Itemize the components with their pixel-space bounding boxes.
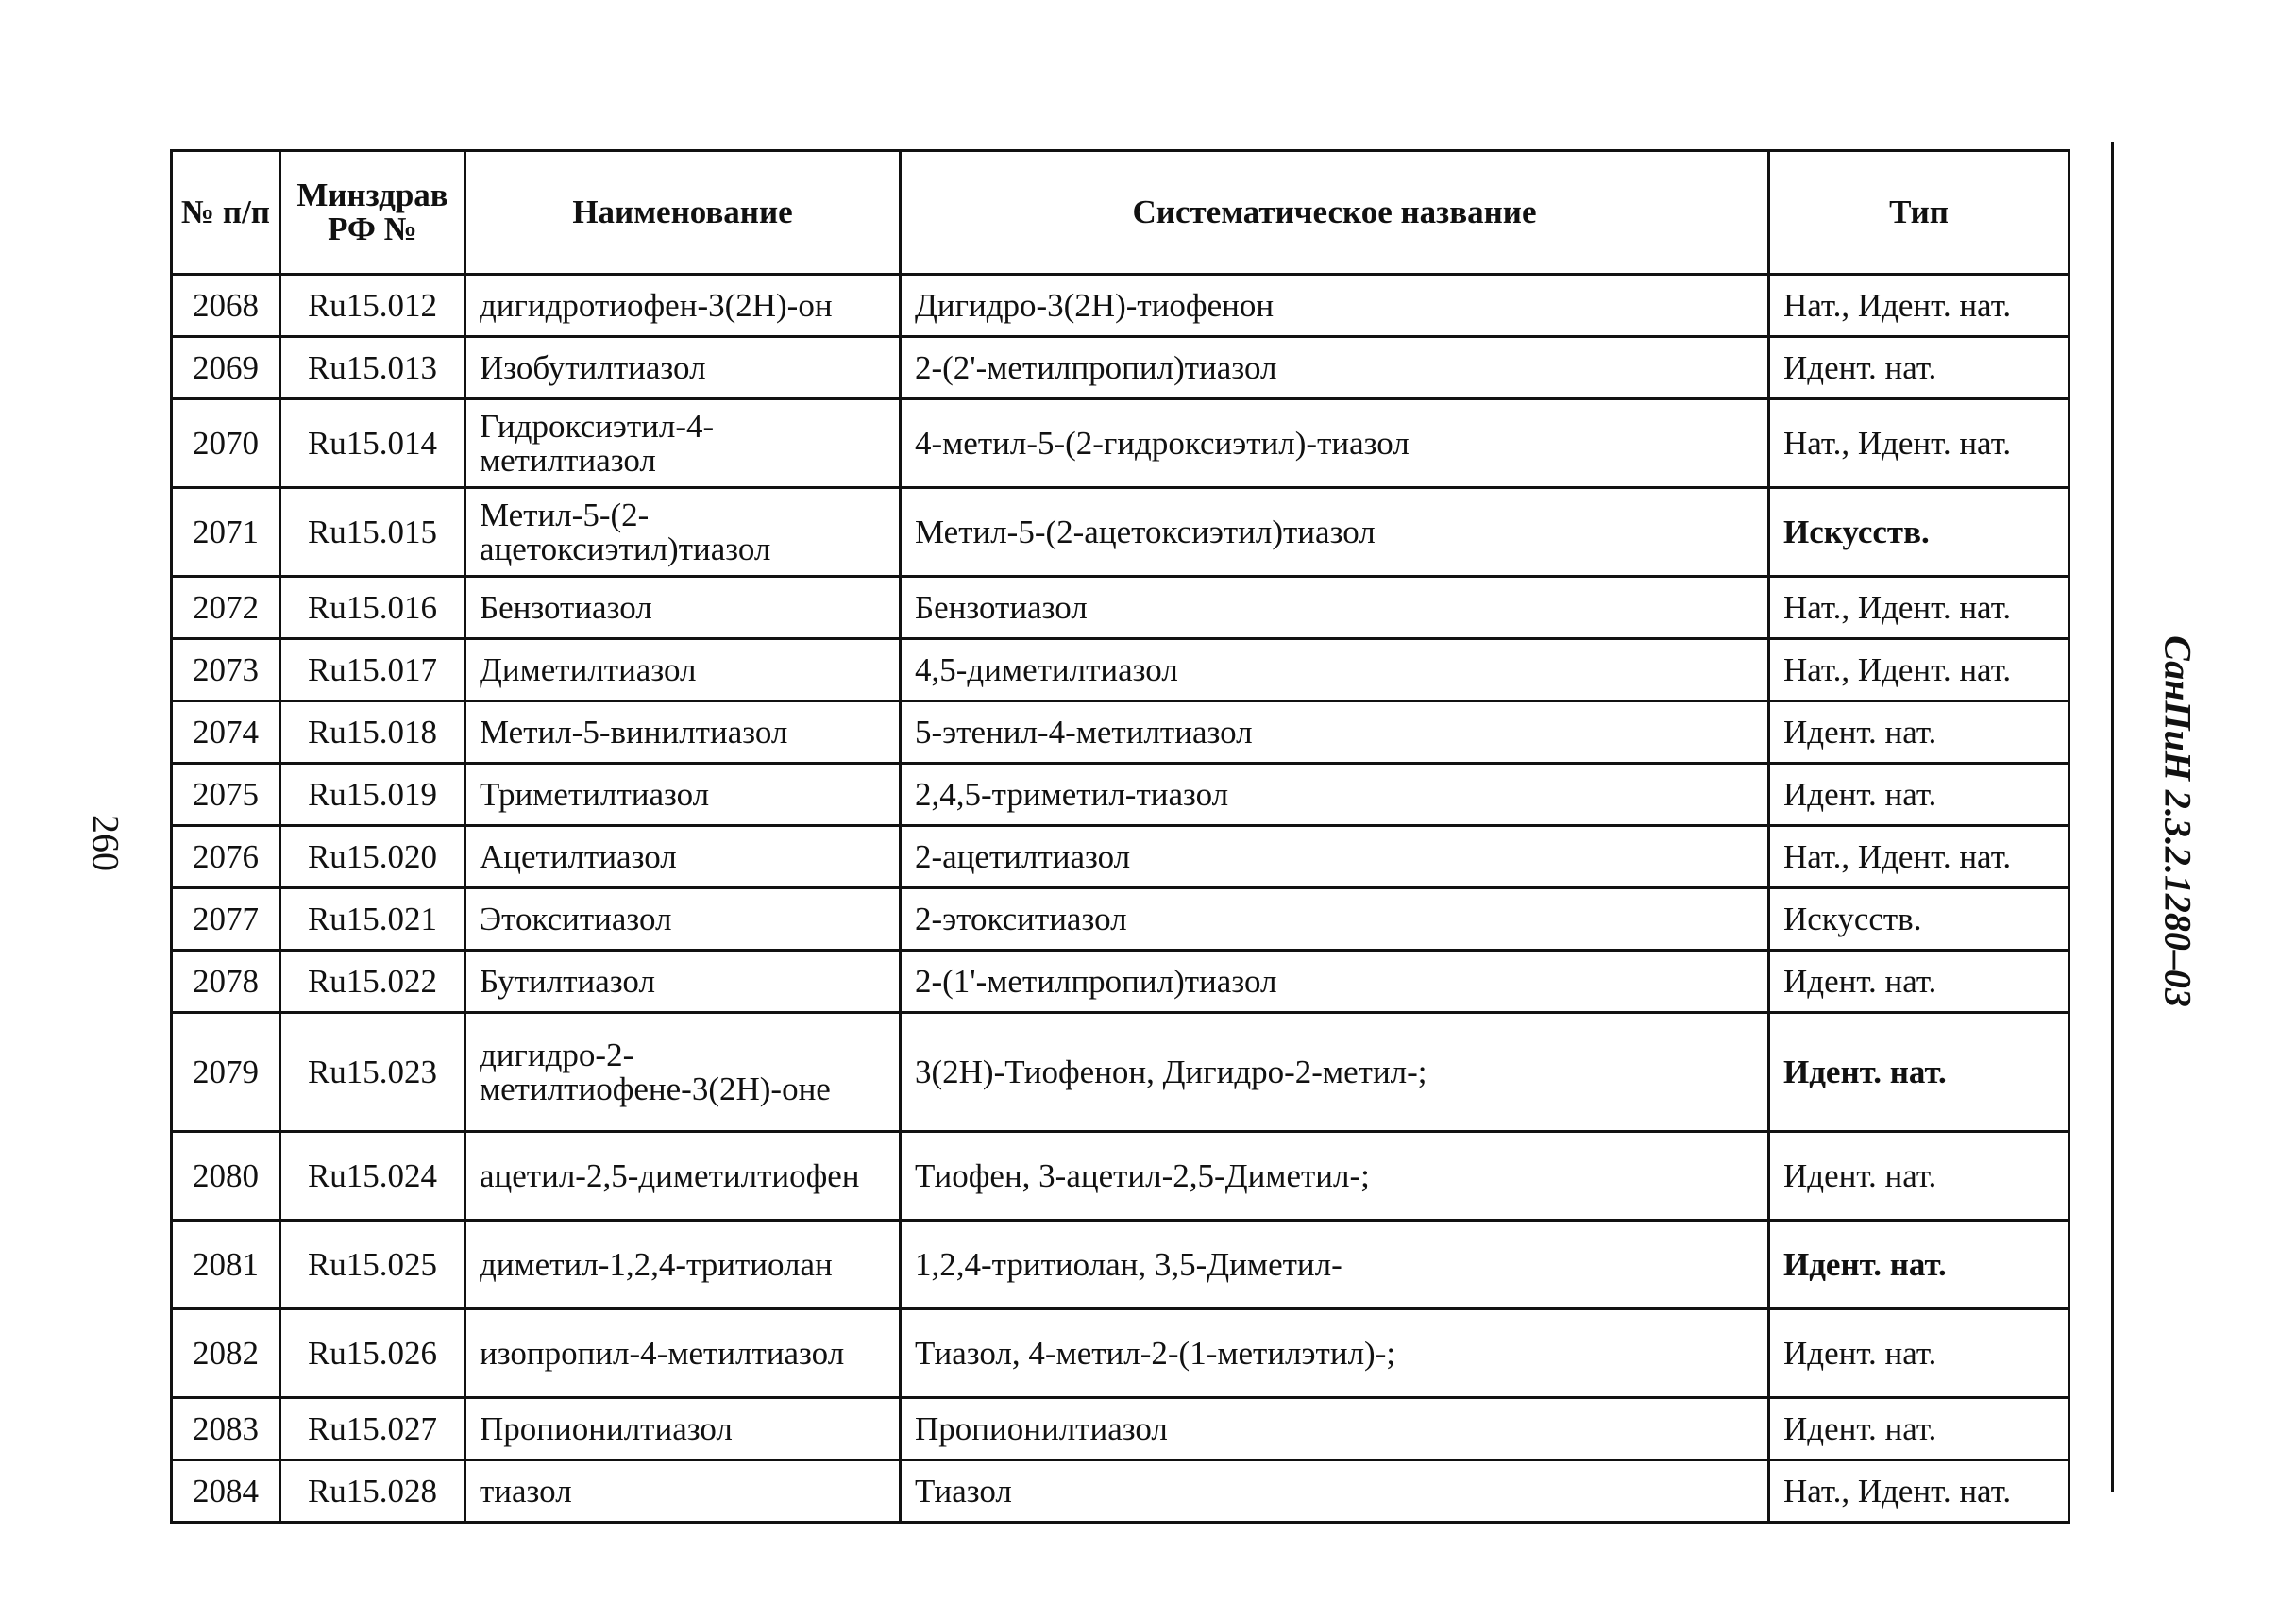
cell-name: ацетил-2,5-диметилтиофен [465,1132,901,1221]
table-row [172,577,2069,639]
table-row [172,888,2069,951]
cell-num: 2071 [172,488,280,577]
cell-code: Ru15.026 [280,1309,465,1398]
cell-code: Ru15.018 [280,701,465,764]
cell-systematic: 3(2H)-Тиофенон, Дигидро-2-метил-; [901,1013,1769,1132]
cell-type: Нат., Идент. нат. [1769,275,2069,337]
cell-code: Ru15.024 [280,1132,465,1221]
cell-systematic: Тиофен, 3-ацетил-2,5-Диметил-; [901,1132,1769,1221]
cell-type: Идент. нат. [1769,1013,2069,1132]
substances-table [170,149,2070,1524]
cell-systematic: Метил-5-(2-ацетоксиэтил)тиазол [901,488,1769,577]
cell-type: Идент. нат. [1769,1221,2069,1309]
cell-systematic: Тиазол [901,1460,1769,1523]
cell-code: Ru15.012 [280,275,465,337]
cell-type: Нат., Идент. нат. [1769,1460,2069,1523]
cell-num: 2079 [172,1013,280,1132]
cell-type: Идент. нат. [1769,764,2069,826]
cell-num: 2068 [172,275,280,337]
cell-systematic: Дигидро-3(2Н)-тиофенон [901,275,1769,337]
cell-systematic: 1,2,4-тритиолан, 3,5-Диметил- [901,1221,1769,1309]
cell-num: 2078 [172,951,280,1013]
cell-systematic: 5-этенил-4-метилтиазол [901,701,1769,764]
cell-type: Искусств. [1769,888,2069,951]
running-title: СанПиН 2.3.2.1280–03 [2156,635,2200,1007]
cell-name: Пропионилтиазол [465,1398,901,1460]
cell-name: Бутилтиазол [465,951,901,1013]
table-row [172,1221,2069,1309]
table-row [172,826,2069,888]
table-row [172,275,2069,337]
header-code: Минздрав РФ № [280,151,465,275]
cell-code: Ru15.015 [280,488,465,577]
table-row [172,1460,2069,1523]
cell-type: Идент. нат. [1769,1132,2069,1221]
cell-code: Ru15.027 [280,1398,465,1460]
cell-type: Нат., Идент. нат. [1769,399,2069,488]
cell-name: Метил-5-винилтиазол [465,701,901,764]
header-systematic: Систематическое название [901,151,1769,275]
cell-num: 2070 [172,399,280,488]
cell-code: Ru15.019 [280,764,465,826]
cell-name: Триметилтиазол [465,764,901,826]
cell-code: Ru15.013 [280,337,465,399]
cell-name: изопропил-4-метилтиазол [465,1309,901,1398]
table-row [172,639,2069,701]
cell-type: Идент. нат. [1769,951,2069,1013]
cell-num: 2072 [172,577,280,639]
cell-code: Ru15.028 [280,1460,465,1523]
header-name: Наименование [465,151,901,275]
cell-code: Ru15.021 [280,888,465,951]
cell-type: Нат., Идент. нат. [1769,577,2069,639]
cell-systematic: 4-метил-5-(2-гидроксиэтил)-тиазол [901,399,1769,488]
margin-rule [2111,142,2114,1492]
header-type: Тип [1769,151,2069,275]
cell-systematic: 2,4,5-триметил-тиазол [901,764,1769,826]
cell-code: Ru15.014 [280,399,465,488]
cell-name: Бензотиазол [465,577,901,639]
cell-type: Идент. нат. [1769,337,2069,399]
cell-code: Ru15.025 [280,1221,465,1309]
cell-name: дигидротиофен-3(2H)-он [465,275,901,337]
cell-code: Ru15.017 [280,639,465,701]
cell-code: Ru15.016 [280,577,465,639]
cell-num: 2076 [172,826,280,888]
table-row [172,1013,2069,1132]
cell-num: 2083 [172,1398,280,1460]
cell-type: Нат., Идент. нат. [1769,639,2069,701]
cell-name: Гидроксиэтил-4-метилтиазол [465,399,901,488]
cell-num: 2073 [172,639,280,701]
cell-num: 2081 [172,1221,280,1309]
cell-name: дигидро-2-метилтиофене-3(2H)-оне [465,1013,901,1132]
cell-systematic: 2-(2'-метилпропил)тиазол [901,337,1769,399]
cell-systematic: Тиазол, 4-метил-2-(1-метилэтил)-; [901,1309,1769,1398]
cell-num: 2069 [172,337,280,399]
cell-type: Искусств. [1769,488,2069,577]
cell-code: Ru15.023 [280,1013,465,1132]
table-row [172,701,2069,764]
table-row [172,951,2069,1013]
table-row [172,337,2069,399]
cell-systematic: 2-ацетилтиазол [901,826,1769,888]
table-row [172,399,2069,488]
cell-systematic: 2-этокситиазол [901,888,1769,951]
cell-type: Идент. нат. [1769,1309,2069,1398]
table-row [172,488,2069,577]
cell-type: Идент. нат. [1769,701,2069,764]
cell-name: Ацетилтиазол [465,826,901,888]
table-header-row [172,151,2069,275]
cell-num: 2075 [172,764,280,826]
table-row [172,1132,2069,1221]
cell-num: 2074 [172,701,280,764]
table-row [172,764,2069,826]
cell-code: Ru15.020 [280,826,465,888]
cell-num: 2082 [172,1309,280,1398]
table-row [172,1309,2069,1398]
cell-type: Идент. нат. [1769,1398,2069,1460]
cell-code: Ru15.022 [280,951,465,1013]
cell-num: 2077 [172,888,280,951]
cell-name: Изобутилтиазол [465,337,901,399]
cell-systematic: Бензотиазол [901,577,1769,639]
cell-name: Метил-5-(2-ацетоксиэтил)тиазол [465,488,901,577]
cell-num: 2084 [172,1460,280,1523]
cell-name: Этокситиазол [465,888,901,951]
page-number: 260 [84,815,127,871]
cell-name: тиазол [465,1460,901,1523]
cell-systematic: 2-(1'-метилпропил)тиазол [901,951,1769,1013]
cell-type: Нат., Идент. нат. [1769,826,2069,888]
cell-systematic: 4,5-диметилтиазол [901,639,1769,701]
cell-num: 2080 [172,1132,280,1221]
cell-systematic: Пропионилтиазол [901,1398,1769,1460]
table-row [172,1398,2069,1460]
header-num: № п/п [172,151,280,275]
cell-name: диметил-1,2,4-тритиолан [465,1221,901,1309]
cell-name: Диметилтиазол [465,639,901,701]
